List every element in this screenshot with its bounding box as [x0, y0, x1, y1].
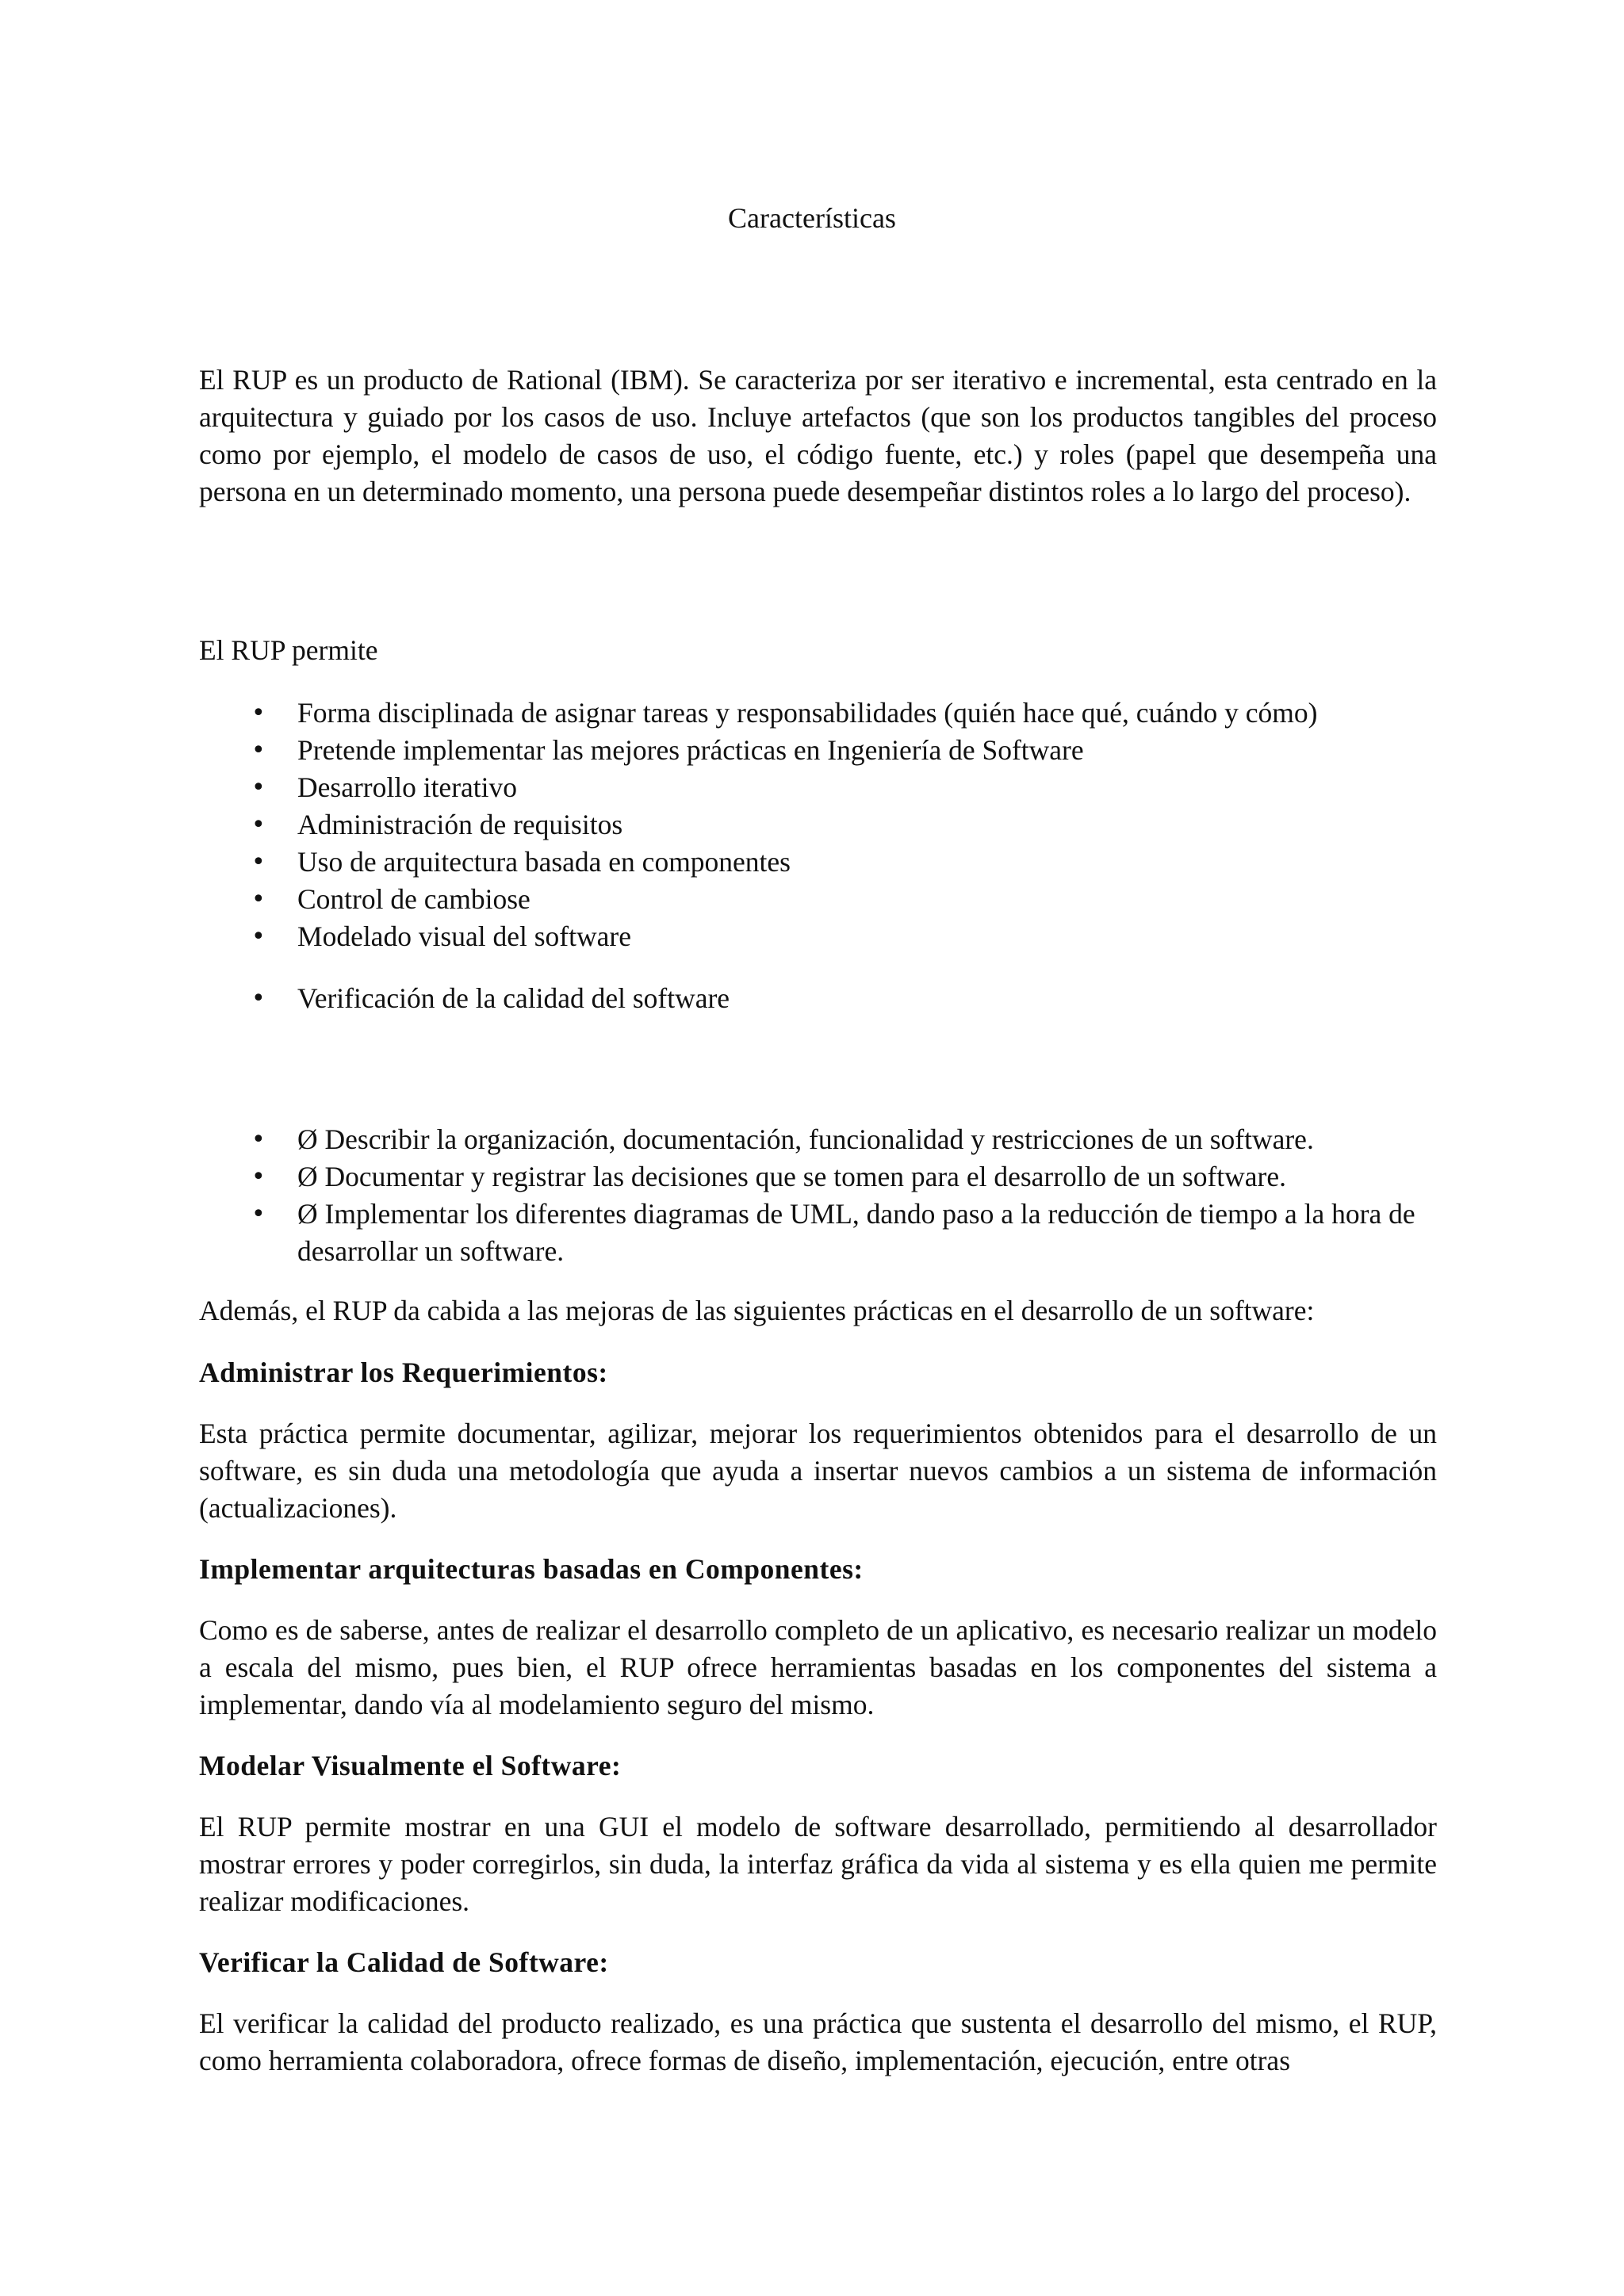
list-item: • Pretende implementar las mejores prácticas en Ingeniería de Software: [199, 732, 1437, 769]
intro-paragraph: El RUP es un producto de Rational (IBM). Se caracteriza por ser iterativo e incremental, esta centrado en la arquitectura y guiado por los casos de uso. Incluye artefactos (que son los productos tangibles del proceso como por ejemplo, el modelo de casos de uso, el código fuente, etc.) y roles (papel que desempeña una persona en un determinado momento, una persona puede desempeñar distintos roles a lo largo del proceso).: [199, 364, 1437, 507]
section-heading: Implementar arquitecturas basadas en Componentes:: [199, 1553, 864, 1585]
list-item: • Ø Describir la organización, documentación, funcionalidad y restricciones de un software.: [199, 1121, 1437, 1158]
list-item: • Administración de requisitos: [199, 806, 1437, 844]
bullet-list-features: [199, 695, 1437, 1017]
ademas-paragraph: Además, el RUP da cabida a las mejoras de las siguientes prácticas en el desarrollo de un software:: [199, 1295, 1315, 1326]
section-heading: Modelar Visualmente el Software:: [199, 1750, 622, 1781]
section-body: El RUP permite mostrar en una GUI el modelo de software desarrollado, permitiendo al desarrollador mostrar errores y poder corregirlos, sin duda, la interfaz gráfica da vida al sistema y es ella quien me permite realizar modificaciones.: [199, 1811, 1437, 1917]
list-item: • Ø Documentar y registrar las decisiones que se tomen para el desarrollo de un software.: [199, 1158, 1437, 1196]
section-body: Como es de saberse, antes de realizar el desarrollo completo de un aplicativo, es necesario realizar un modelo a escala del mismo, pues bien, el RUP ofrece herramientas basadas en los componentes del sistema a implementar, dando vía al modelamiento seguro del mismo.: [199, 1614, 1437, 1720]
section-heading: Verificar la Calidad de Software:: [199, 1946, 609, 1978]
list-item: • Forma disciplinada de asignar tareas y responsabilidades (quién hace qué, cuándo y cómo): [199, 695, 1437, 732]
section-body: El verificar la calidad del producto realizado, es una práctica que sustenta el desarrollo del mismo, el RUP, como herramienta colaboradora, ofrece formas de diseño, implementación, ejecución, entre otras: [199, 2007, 1437, 2076]
section-heading: Administrar los Requerimientos:: [199, 1357, 608, 1388]
bullet-list-purposes: [199, 1121, 1437, 1270]
list-item: • Ø Implementar los diferentes diagramas de UML, dando paso a la reducción de tiempo a la hora de desarrollar un software.: [199, 1196, 1437, 1270]
list-item: • Control de cambiose: [199, 881, 1437, 918]
list-item: • Desarrollo iterativo: [199, 769, 1437, 806]
list-item: • Modelado visual del software: [199, 918, 1437, 955]
page-title: Características: [728, 202, 896, 234]
list-item: • Uso de arquitectura basada en componentes: [199, 844, 1437, 881]
section-body: Esta práctica permite documentar, agilizar, mejorar los requerimientos obtenidos para el desarrollo de un software, es sin duda una metodología que ayuda a insertar nuevos cambios a un sistema de información (actualizaciones).: [199, 1418, 1437, 1524]
permite-label: El RUP permite: [199, 634, 378, 666]
list-item: • Verificación de la calidad del software: [199, 980, 1437, 1017]
